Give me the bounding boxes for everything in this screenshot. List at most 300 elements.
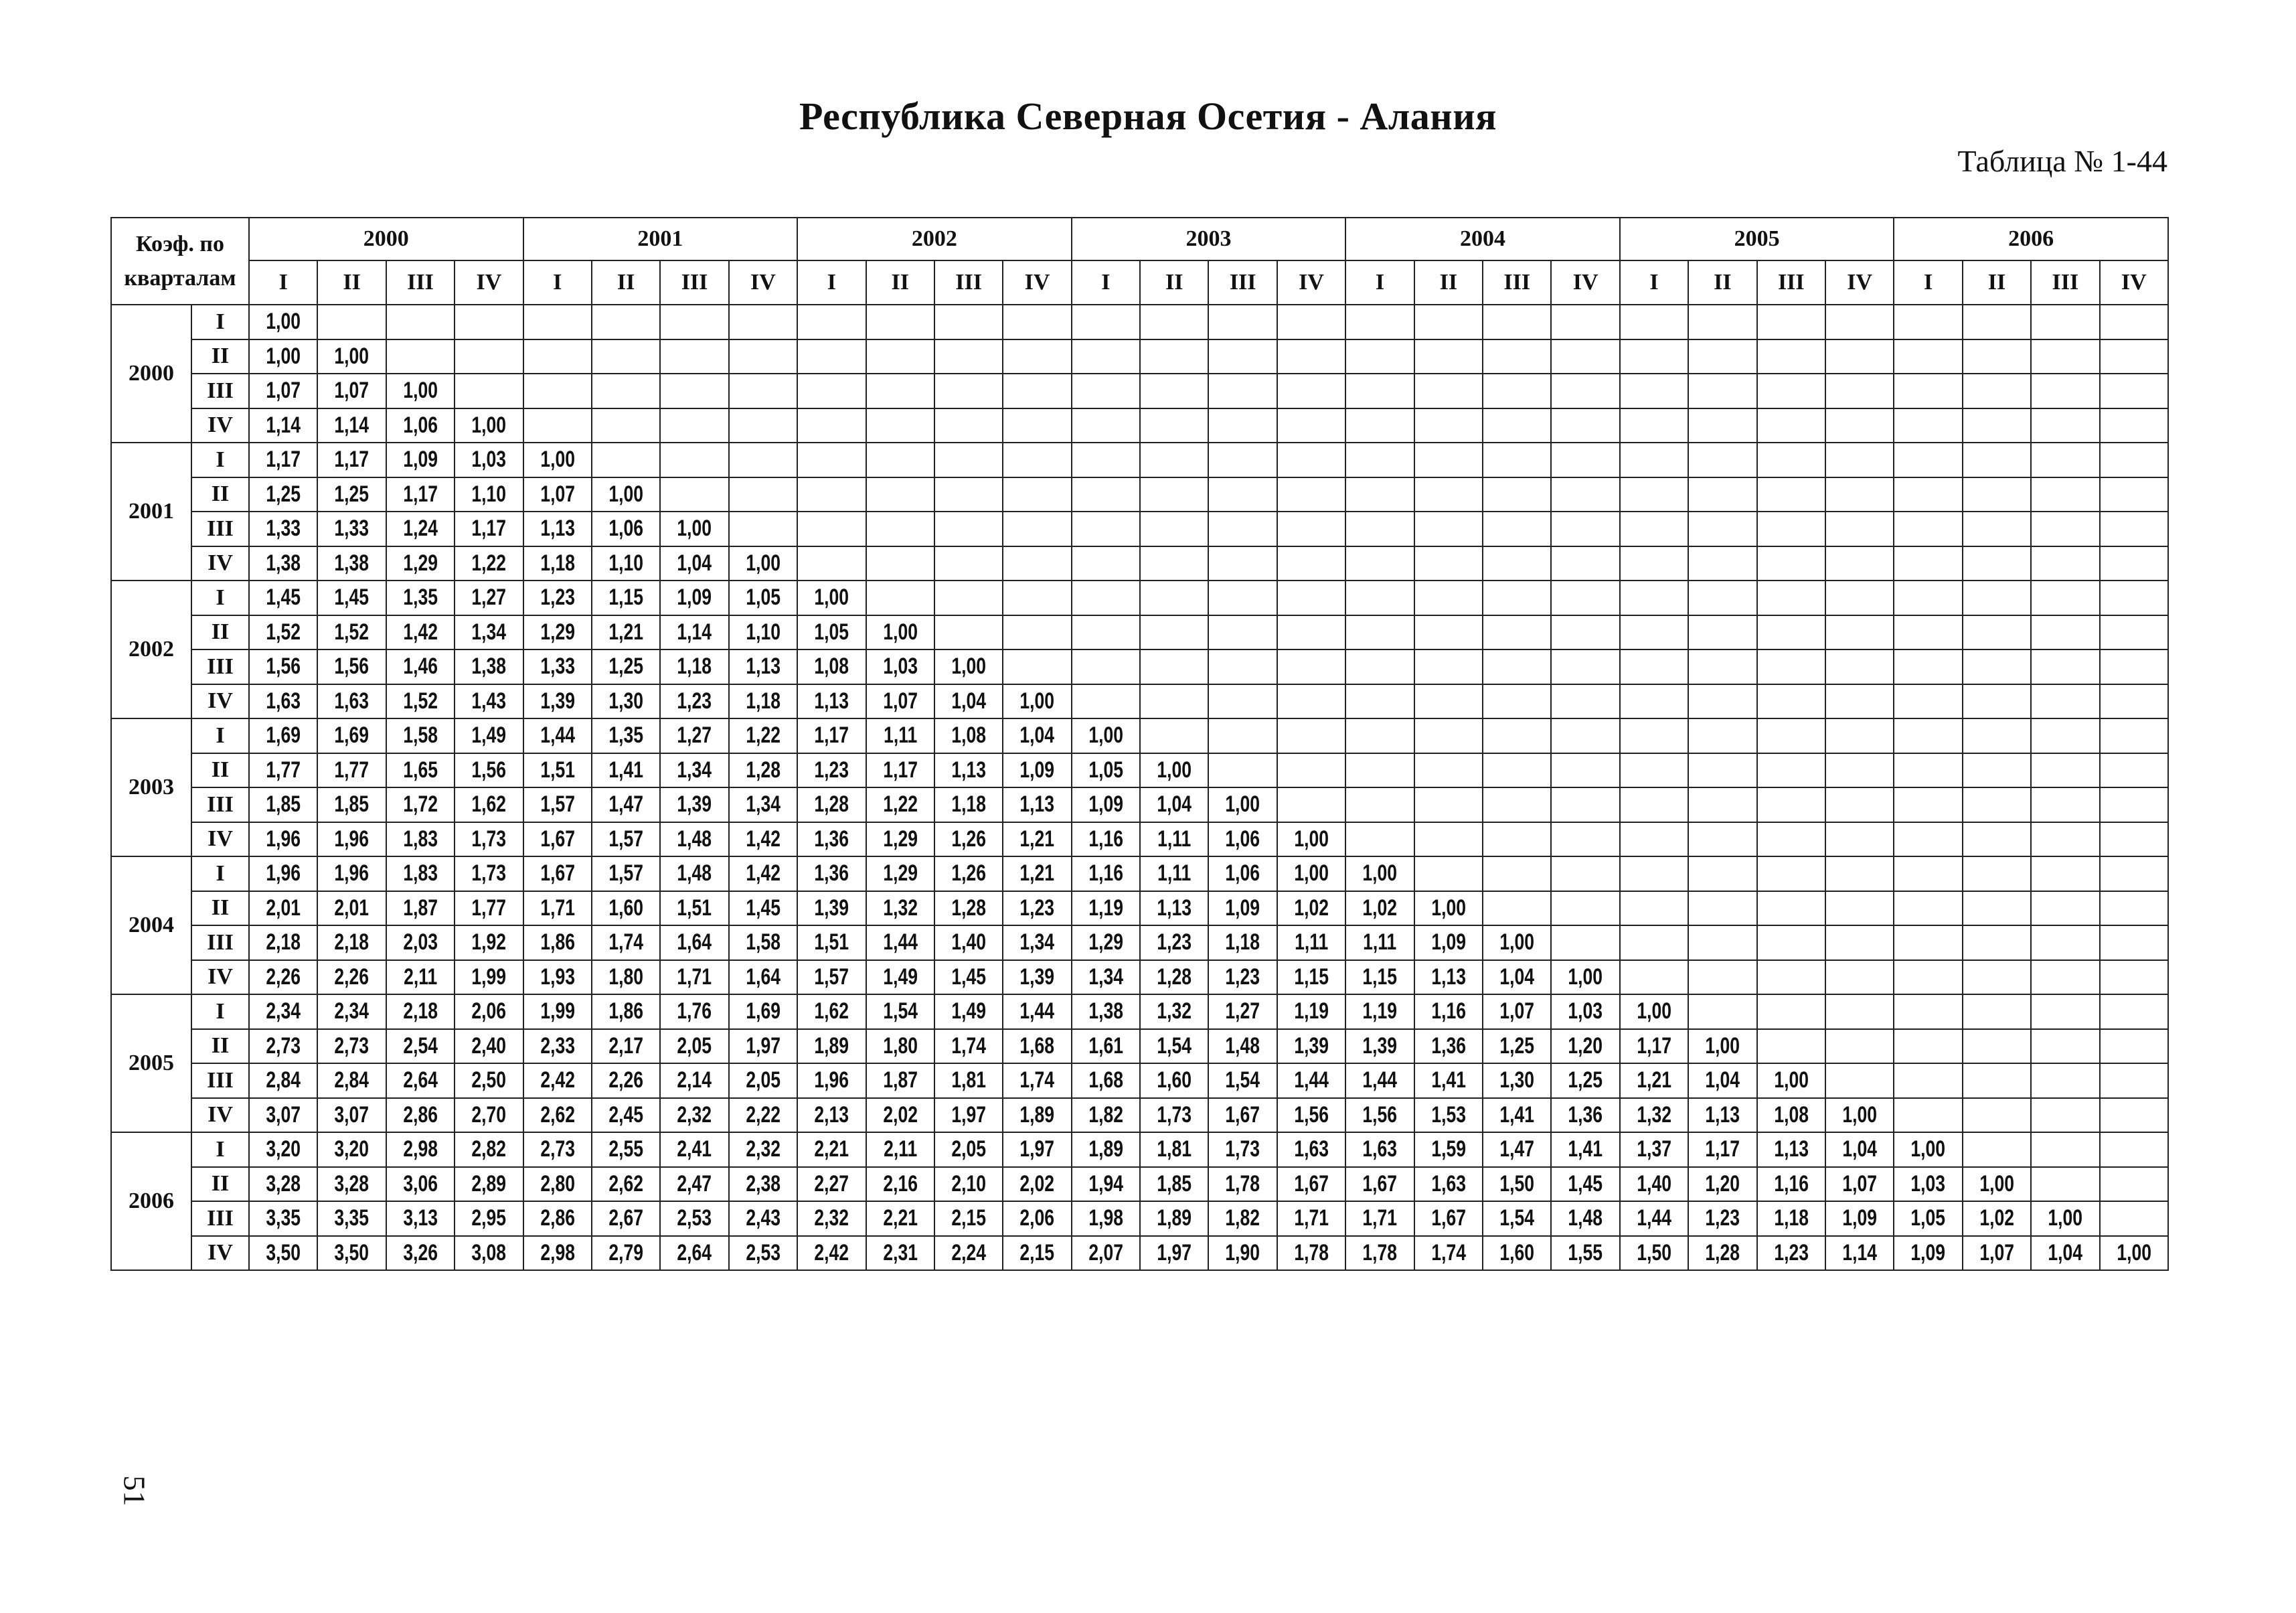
empty-cell xyxy=(1894,684,1962,719)
coefficient-cell: 1,63 xyxy=(1285,1132,1338,1167)
coefficient-cell: 1,09 xyxy=(1902,1236,1955,1271)
empty-cell xyxy=(1003,477,1071,512)
coefficient-cell: 1,00 xyxy=(1490,925,1544,960)
empty-cell xyxy=(1757,684,1825,719)
empty-cell xyxy=(1757,546,1825,581)
empty-cell xyxy=(1757,408,1825,443)
table-row xyxy=(111,684,2168,719)
coefficient-cell: 1,25 xyxy=(256,477,310,512)
empty-cell xyxy=(660,408,728,443)
coefficient-cell: 1,56 xyxy=(325,649,379,684)
coefficient-cell: 1,35 xyxy=(394,581,447,615)
coefficient-cell: 1,13 xyxy=(1696,1098,1749,1133)
coefficient-cell: 1,00 xyxy=(805,581,858,615)
coefficient-cell: 1,00 xyxy=(874,615,927,650)
coefficient-cell: 2,42 xyxy=(531,1063,584,1098)
empty-cell xyxy=(2100,512,2168,546)
empty-cell xyxy=(1688,891,1756,926)
coefficient-cell: 1,25 xyxy=(1490,1029,1544,1064)
empty-cell xyxy=(2100,546,2168,581)
empty-cell xyxy=(1003,443,1071,477)
coefficient-cell: 1,39 xyxy=(531,684,584,719)
coefficient-cell: 1,85 xyxy=(1147,1167,1201,1202)
empty-cell xyxy=(2031,512,2099,546)
quarter-header: II xyxy=(1414,260,1483,305)
empty-cell xyxy=(386,339,455,374)
empty-cell xyxy=(1414,374,1483,408)
empty-cell xyxy=(1483,339,1551,374)
empty-cell xyxy=(1345,822,1414,857)
empty-cell xyxy=(1894,787,1962,822)
coefficient-cell: 2,06 xyxy=(462,994,515,1029)
empty-cell xyxy=(1825,339,1894,374)
coefficient-cell: 1,21 xyxy=(1011,822,1064,857)
empty-cell xyxy=(1208,374,1277,408)
empty-cell xyxy=(1208,443,1277,477)
coefficient-cell: 1,07 xyxy=(531,477,584,512)
coefficient-cell: 3,20 xyxy=(256,1132,310,1167)
empty-cell xyxy=(1140,339,1208,374)
quarter-header: II xyxy=(1140,260,1208,305)
empty-cell xyxy=(1620,925,1688,960)
coefficient-cell: 2,38 xyxy=(736,1167,790,1202)
empty-cell xyxy=(1551,546,1619,581)
coefficient-cell: 1,03 xyxy=(462,443,515,477)
coefficient-cell: 1,13 xyxy=(942,753,995,788)
empty-cell xyxy=(1551,408,1619,443)
coefficient-cell: 1,25 xyxy=(599,649,653,684)
coefficient-cell: 2,54 xyxy=(394,1029,447,1064)
empty-cell xyxy=(2031,339,2099,374)
coefficient-cell: 1,00 xyxy=(1079,718,1133,753)
coefficient-cell: 1,40 xyxy=(942,925,995,960)
coefficient-cell: 2,79 xyxy=(599,1236,653,1271)
coefficient-cell: 1,86 xyxy=(599,994,653,1029)
empty-cell xyxy=(934,477,1003,512)
coefficient-cell: 1,09 xyxy=(1422,925,1475,960)
coefficient-cell: 1,09 xyxy=(1011,753,1064,788)
row-quarter-label: III xyxy=(191,512,249,546)
coefficient-cell: 1,16 xyxy=(1765,1167,1818,1202)
empty-cell xyxy=(1345,718,1414,753)
empty-cell xyxy=(1688,787,1756,822)
coefficient-cell: 2,13 xyxy=(805,1098,858,1133)
coefficient-cell: 1,39 xyxy=(1285,1029,1338,1064)
empty-cell xyxy=(1825,512,1894,546)
empty-cell xyxy=(2031,787,2099,822)
empty-cell xyxy=(1688,305,1756,339)
empty-cell xyxy=(1345,443,1414,477)
coefficient-cell: 1,97 xyxy=(736,1029,790,1064)
coefficient-cell: 1,00 xyxy=(1765,1063,1818,1098)
coefficient-cell: 1,74 xyxy=(942,1029,995,1064)
empty-cell xyxy=(1894,891,1962,926)
empty-cell xyxy=(1277,718,1345,753)
quarter-header: II xyxy=(1688,260,1756,305)
coefficient-cell: 2,98 xyxy=(394,1132,447,1167)
coefficient-cell: 1,17 xyxy=(1696,1132,1749,1167)
coefficient-cell: 1,44 xyxy=(531,718,584,753)
coefficient-cell: 2,32 xyxy=(736,1132,790,1167)
coefficient-cell: 1,00 xyxy=(1285,822,1338,857)
empty-cell xyxy=(1551,374,1619,408)
empty-cell xyxy=(1072,615,1140,650)
row-year-label: 2006 xyxy=(111,1132,191,1270)
empty-cell xyxy=(1551,477,1619,512)
row-quarter-label: IV xyxy=(191,684,249,719)
empty-cell xyxy=(1414,339,1483,374)
empty-cell xyxy=(1688,925,1756,960)
coefficient-cell: 1,10 xyxy=(599,546,653,581)
empty-cell xyxy=(1963,408,2031,443)
coefficient-cell: 2,42 xyxy=(805,1236,858,1271)
coefficient-cell: 2,11 xyxy=(874,1132,927,1167)
empty-cell xyxy=(1757,856,1825,891)
coefficient-cell: 1,19 xyxy=(1079,891,1133,926)
coefficient-cell: 3,07 xyxy=(325,1098,379,1133)
empty-cell xyxy=(1483,891,1551,926)
empty-cell xyxy=(1551,649,1619,684)
empty-cell xyxy=(1208,753,1277,788)
coefficient-cell: 1,38 xyxy=(325,546,379,581)
empty-cell xyxy=(1825,684,1894,719)
year-header: 2005 xyxy=(1620,218,1894,260)
coefficient-cell: 2,10 xyxy=(942,1167,995,1202)
coefficient-cell: 1,07 xyxy=(1833,1167,1886,1202)
empty-cell xyxy=(1140,615,1208,650)
year-header: 2003 xyxy=(1072,218,1346,260)
row-quarter-label: II xyxy=(191,891,249,926)
coefficient-cell: 1,63 xyxy=(256,684,310,719)
coefficient-cell: 1,10 xyxy=(462,477,515,512)
coefficient-cell: 1,02 xyxy=(1970,1201,2024,1236)
quarter-header: IV xyxy=(1277,260,1345,305)
coefficient-cell: 1,00 xyxy=(1011,684,1064,719)
empty-cell xyxy=(1894,546,1962,581)
empty-cell xyxy=(1277,374,1345,408)
empty-cell xyxy=(1688,960,1756,995)
empty-cell xyxy=(1894,856,1962,891)
table-row xyxy=(111,1029,2168,1064)
coefficient-cell: 1,73 xyxy=(1216,1132,1270,1167)
coefficient-cell: 1,00 xyxy=(1354,856,1407,891)
coefficient-cell: 1,44 xyxy=(1627,1201,1681,1236)
coefficient-cell: 1,68 xyxy=(1011,1029,1064,1064)
coefficient-cell: 1,11 xyxy=(1147,822,1201,857)
coefficient-cell: 1,54 xyxy=(874,994,927,1029)
coefficient-cell: 1,83 xyxy=(394,856,447,891)
empty-cell xyxy=(1483,512,1551,546)
coefficient-cell: 1,67 xyxy=(531,856,584,891)
coefficient-cell: 1,27 xyxy=(668,718,722,753)
empty-cell xyxy=(2100,787,2168,822)
coefficient-cell: 1,41 xyxy=(1490,1098,1544,1133)
empty-cell xyxy=(1551,339,1619,374)
coefficient-cell: 1,16 xyxy=(1079,822,1133,857)
table-row xyxy=(111,512,2168,546)
empty-cell xyxy=(1208,581,1277,615)
coefficient-cell: 1,33 xyxy=(531,649,584,684)
empty-cell xyxy=(1825,305,1894,339)
empty-cell xyxy=(1277,546,1345,581)
row-quarter-label: IV xyxy=(191,546,249,581)
row-year-label: 2003 xyxy=(111,718,191,856)
empty-cell xyxy=(1140,408,1208,443)
empty-cell xyxy=(1757,615,1825,650)
empty-cell xyxy=(1072,408,1140,443)
empty-cell xyxy=(2100,408,2168,443)
coefficient-cell: 1,57 xyxy=(599,856,653,891)
coefficient-cell: 1,44 xyxy=(1285,1063,1338,1098)
empty-cell xyxy=(797,477,866,512)
coefficient-cell: 3,35 xyxy=(325,1201,379,1236)
coefficient-cell: 1,54 xyxy=(1490,1201,1544,1236)
coefficient-cell: 2,15 xyxy=(942,1201,995,1236)
empty-cell xyxy=(1963,891,2031,926)
coefficient-cell: 1,06 xyxy=(1216,822,1270,857)
coefficient-cell: 1,23 xyxy=(1216,960,1270,995)
empty-cell xyxy=(1620,581,1688,615)
coefficient-cell: 1,26 xyxy=(942,856,995,891)
empty-cell xyxy=(1825,891,1894,926)
row-quarter-label: III xyxy=(191,1063,249,1098)
empty-cell xyxy=(1963,512,2031,546)
coefficient-cell: 2,84 xyxy=(325,1063,379,1098)
empty-cell xyxy=(1345,305,1414,339)
row-quarter-label: IV xyxy=(191,1236,249,1271)
coefficient-cell: 3,08 xyxy=(462,1236,515,1271)
empty-cell xyxy=(1825,615,1894,650)
empty-cell xyxy=(455,339,523,374)
empty-cell xyxy=(1894,305,1962,339)
empty-cell xyxy=(1825,994,1894,1029)
coefficient-cell: 1,48 xyxy=(1559,1201,1613,1236)
empty-cell xyxy=(934,339,1003,374)
coefficient-cell: 2,50 xyxy=(462,1063,515,1098)
coefficient-cell: 1,23 xyxy=(1765,1236,1818,1271)
coefficient-cell: 2,05 xyxy=(942,1132,995,1167)
coefficient-cell: 1,36 xyxy=(805,822,858,857)
coefficient-cell: 2,67 xyxy=(599,1201,653,1236)
coefficient-cell: 2,55 xyxy=(599,1132,653,1167)
empty-cell xyxy=(1072,512,1140,546)
empty-cell xyxy=(1072,443,1140,477)
coefficient-cell: 1,42 xyxy=(736,822,790,857)
quarter-header: III xyxy=(1483,260,1551,305)
empty-cell xyxy=(2100,960,2168,995)
coefficient-cell: 1,04 xyxy=(1147,787,1201,822)
coefficient-cell: 1,56 xyxy=(1285,1098,1338,1133)
empty-cell xyxy=(1757,891,1825,926)
empty-cell xyxy=(1894,408,1962,443)
coefficient-cell: 2,17 xyxy=(599,1029,653,1064)
coefficient-cell: 3,07 xyxy=(256,1098,310,1133)
empty-cell xyxy=(1003,512,1071,546)
coefficient-cell: 1,86 xyxy=(531,925,584,960)
coefficient-cell: 1,20 xyxy=(1696,1167,1749,1202)
coefficient-cell: 1,83 xyxy=(394,822,447,857)
coefficient-cell: 1,05 xyxy=(1902,1201,1955,1236)
empty-cell xyxy=(1757,787,1825,822)
coefficient-cell: 1,51 xyxy=(668,891,722,926)
coefficient-cell: 1,56 xyxy=(1354,1098,1407,1133)
empty-cell xyxy=(934,512,1003,546)
row-quarter-label: I xyxy=(191,1132,249,1167)
empty-cell xyxy=(1963,753,2031,788)
empty-cell xyxy=(1345,546,1414,581)
coefficient-cell: 1,07 xyxy=(1970,1236,2024,1271)
empty-cell xyxy=(1345,753,1414,788)
coefficient-cell: 1,68 xyxy=(1079,1063,1133,1098)
table-row xyxy=(111,856,2168,891)
coefficient-cell: 1,30 xyxy=(599,684,653,719)
empty-cell xyxy=(1963,1029,2031,1064)
row-quarter-label: III xyxy=(191,1201,249,1236)
coefficient-cell: 1,94 xyxy=(1079,1167,1133,1202)
table-row xyxy=(111,753,2168,788)
coefficient-cell: 1,77 xyxy=(256,753,310,788)
coefficient-cell: 1,69 xyxy=(736,994,790,1029)
coefficient-cell: 2,02 xyxy=(874,1098,927,1133)
coefficient-cell: 1,00 xyxy=(942,649,995,684)
empty-cell xyxy=(1277,581,1345,615)
coefficient-cell: 2,34 xyxy=(325,994,379,1029)
empty-cell xyxy=(1963,1063,2031,1098)
empty-cell xyxy=(1825,477,1894,512)
empty-cell xyxy=(1551,615,1619,650)
empty-cell xyxy=(1277,649,1345,684)
coefficient-cell: 2,24 xyxy=(942,1236,995,1271)
coefficient-cell: 1,97 xyxy=(942,1098,995,1133)
empty-cell xyxy=(1483,787,1551,822)
empty-cell xyxy=(1208,305,1277,339)
quarter-header: I xyxy=(249,260,317,305)
empty-cell xyxy=(523,305,592,339)
empty-cell xyxy=(1620,374,1688,408)
empty-cell xyxy=(1620,787,1688,822)
coefficient-cell: 1,44 xyxy=(874,925,927,960)
empty-cell xyxy=(592,374,660,408)
empty-cell xyxy=(1757,581,1825,615)
coefficient-cell: 1,96 xyxy=(805,1063,858,1098)
year-header: 2004 xyxy=(1345,218,1620,260)
coefficient-cell: 1,00 xyxy=(1833,1098,1886,1133)
empty-cell xyxy=(1894,512,1962,546)
coefficient-cell: 2,15 xyxy=(1011,1236,1064,1271)
empty-cell xyxy=(1825,408,1894,443)
coefficient-cell: 2,03 xyxy=(394,925,447,960)
coefficient-cell: 3,28 xyxy=(256,1167,310,1202)
coefficient-cell: 1,23 xyxy=(1696,1201,1749,1236)
coefficient-cell: 1,03 xyxy=(1559,994,1613,1029)
coefficient-cell: 1,17 xyxy=(1627,1029,1681,1064)
coefficient-cell: 1,07 xyxy=(256,374,310,408)
empty-cell xyxy=(1483,718,1551,753)
empty-cell xyxy=(660,477,728,512)
empty-cell xyxy=(1345,615,1414,650)
coefficient-cell: 2,21 xyxy=(874,1201,927,1236)
coefficient-cell: 1,69 xyxy=(325,718,379,753)
empty-cell xyxy=(1894,822,1962,857)
coefficient-cell: 1,59 xyxy=(1422,1132,1475,1167)
coefficient-cell: 2,53 xyxy=(668,1201,722,1236)
empty-cell xyxy=(1620,960,1688,995)
coefficient-cell: 1,13 xyxy=(1147,891,1201,926)
empty-cell xyxy=(2031,684,2099,719)
coefficient-cell: 1,13 xyxy=(1422,960,1475,995)
row-quarter-label: IV xyxy=(191,822,249,857)
table-row xyxy=(111,1063,2168,1098)
empty-cell xyxy=(1483,856,1551,891)
empty-cell xyxy=(1414,649,1483,684)
table-row xyxy=(111,1167,2168,1202)
empty-cell xyxy=(1003,408,1071,443)
quarter-header: III xyxy=(934,260,1003,305)
coefficient-cell: 2,73 xyxy=(256,1029,310,1064)
coefficient-cell: 1,13 xyxy=(531,512,584,546)
empty-cell xyxy=(1688,339,1756,374)
coefficient-cell: 1,11 xyxy=(874,718,927,753)
coefficient-cell: 1,00 xyxy=(1902,1132,1955,1167)
coefficient-cell: 1,73 xyxy=(462,822,515,857)
table-row xyxy=(111,994,2168,1029)
empty-cell xyxy=(1140,443,1208,477)
year-header: 2006 xyxy=(1894,218,2168,260)
empty-cell xyxy=(1688,546,1756,581)
row-quarter-label: II xyxy=(191,1167,249,1202)
coefficient-cell: 1,82 xyxy=(1216,1201,1270,1236)
coefficient-cell: 1,96 xyxy=(256,822,310,857)
coefficient-cell: 1,05 xyxy=(805,615,858,650)
empty-cell xyxy=(1963,994,2031,1029)
coefficient-cell: 1,61 xyxy=(1079,1029,1133,1064)
coefficient-cell: 1,52 xyxy=(256,615,310,650)
coefficient-cell: 1,42 xyxy=(736,856,790,891)
coefficient-cell: 1,03 xyxy=(1902,1167,1955,1202)
table-row xyxy=(111,581,2168,615)
empty-cell xyxy=(797,374,866,408)
empty-cell xyxy=(1963,649,2031,684)
empty-cell xyxy=(1072,339,1140,374)
empty-cell xyxy=(2100,753,2168,788)
empty-cell xyxy=(1345,512,1414,546)
empty-cell xyxy=(1345,684,1414,719)
empty-cell xyxy=(1551,305,1619,339)
coefficient-cell: 1,46 xyxy=(394,649,447,684)
empty-cell xyxy=(1345,477,1414,512)
coefficient-cell: 1,06 xyxy=(1216,856,1270,891)
coefficient-cell: 1,28 xyxy=(736,753,790,788)
empty-cell xyxy=(317,305,386,339)
empty-cell xyxy=(1277,684,1345,719)
coefficient-cell: 2,86 xyxy=(394,1098,447,1133)
coefficient-cell: 1,60 xyxy=(1147,1063,1201,1098)
empty-cell xyxy=(729,339,797,374)
empty-cell xyxy=(2031,477,2099,512)
empty-cell xyxy=(797,339,866,374)
coefficient-cell: 1,32 xyxy=(1147,994,1201,1029)
empty-cell xyxy=(455,305,523,339)
empty-cell xyxy=(592,443,660,477)
coefficient-cell: 1,51 xyxy=(805,925,858,960)
coefficient-cell: 1,14 xyxy=(668,615,722,650)
empty-cell xyxy=(1963,374,2031,408)
empty-cell xyxy=(1963,581,2031,615)
coefficient-cell: 2,02 xyxy=(1011,1167,1064,1202)
row-quarter-label: I xyxy=(191,856,249,891)
row-quarter-label: I xyxy=(191,305,249,339)
coefficient-cell: 1,87 xyxy=(394,891,447,926)
